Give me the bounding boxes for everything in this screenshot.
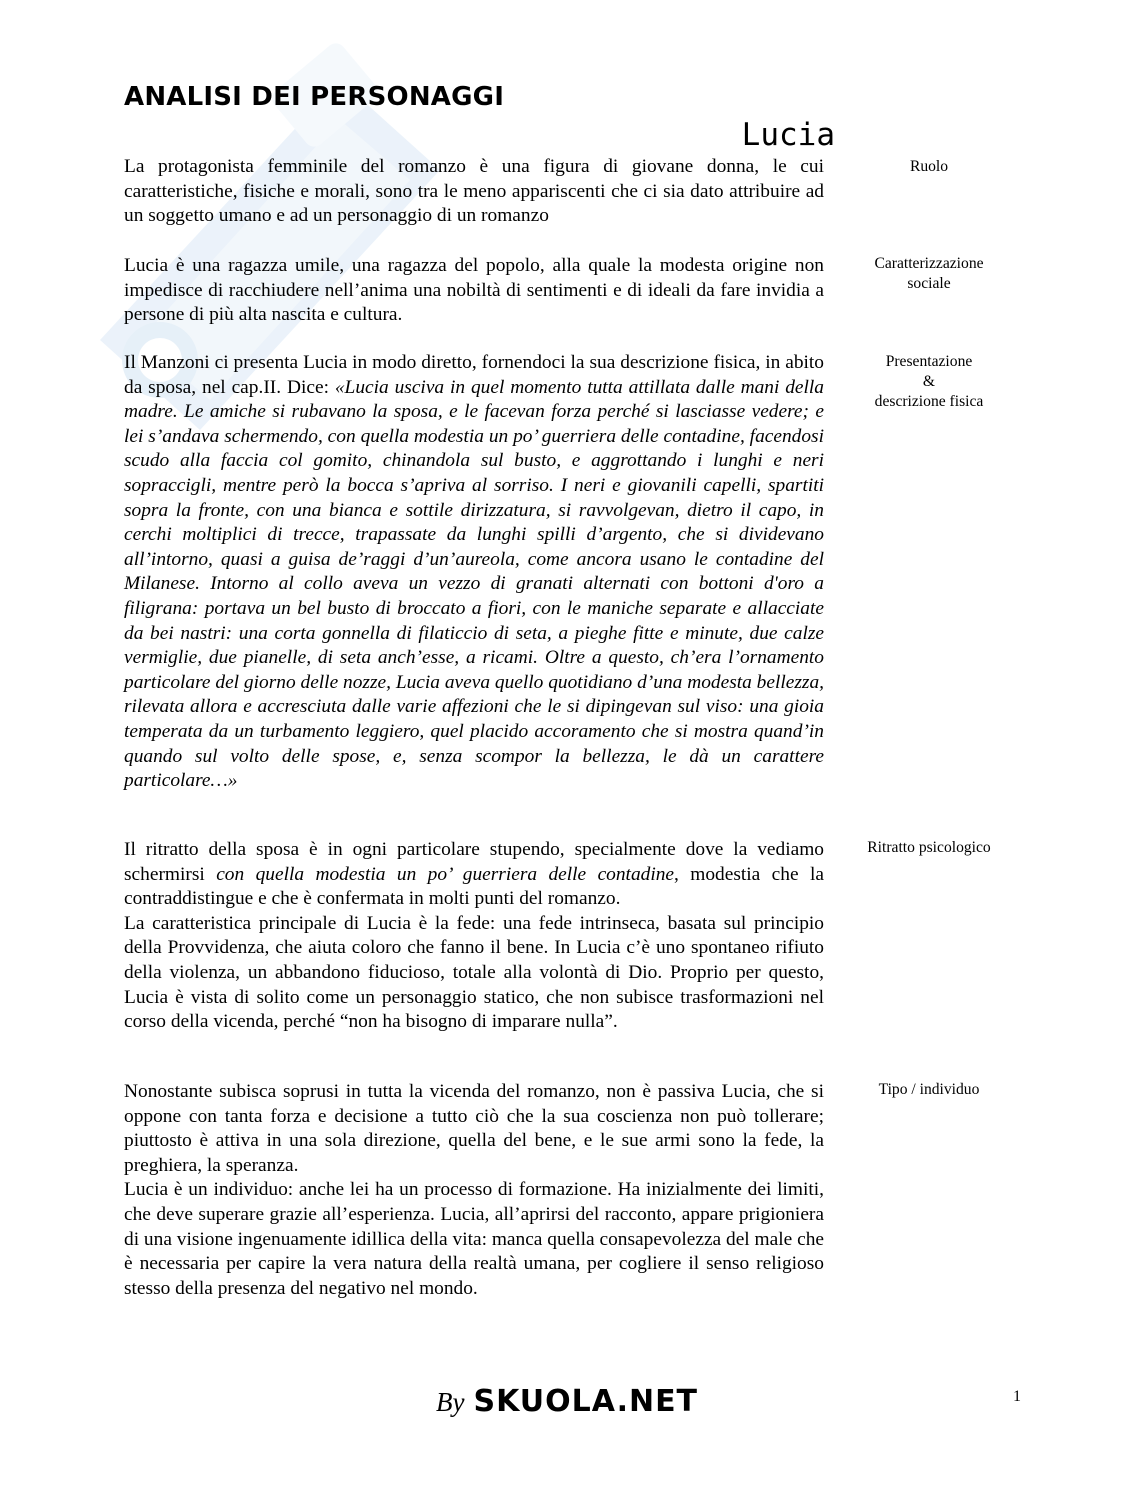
paragraph: Nonostante subisca soprusi in tutta la vicenda del romanzo, non è passiva Lucia, che si oppone con tanta forza e decisione a tutto ciò che la sua coscienza non può tollerare; piuttosto è attiva in una sola direzione, quella del bene, e le sue armi sono la fede, la preghiera, la speranza. (124, 1081, 824, 1176)
skuola-logo: SKUOLA.NET (473, 1384, 699, 1419)
sidenote-tipo-individuo: Tipo / individuo (878, 1081, 980, 1098)
section-ruolo (124, 155, 824, 229)
paragraph: Il ritratto della sposa è in ogni particolare stupendo, specialmente dove la vediamo schermirsi con quella modestia un po’ guerriera delle contadine, modestia che la contraddistingue e che è confermata in molti punti del romanzo. (124, 839, 824, 910)
section-caratterizzazione (124, 254, 824, 328)
paragraph: La caratteristica principale di Lucia è la fede: una fede intrinseca, basata sul principio della Provvidenza, che aiuta coloro che fanno il bene. In Lucia c’è uno spontaneo rifiuto della violenza, un abbandono fiducioso, totale alla volontà di Dio. Proprio per questo, Lucia è vista di solito come un personaggio statico, che non subisce trasformazioni nel corso della vicenda, perché “non ha bisogno di imparare nulla”. (124, 912, 824, 1033)
manzoni-quote: «Lucia usciva in quel momento tutta attillata dalle mani della madre. Le amiche si rubavano la sposa, e le facevan forza perché si lasciasse vedere; e lei s’andava schermendo, con quella modestia un po’ guerriera delle contadine, facendosi scudo alla faccia col gomito, chinandola sul busto, e aggrottando i lunghi e neri sopraccigli, mentre però la bocca s’apriva al sorriso. I neri e giovanili capelli, spartiti sopra la fronte, con una bianca e sottile dirizzatura, si ravvolgevan, dietro il capo, in cerchi moltiplici di trecce, trapassate da lunghi spilli d’argento, che si dividevano all’intorno, quasi a guisa de’raggi d’un’aureola, come ancora usano le contadine del Milanese. Intorno al collo aveva un vezzo di granati alternati con bottoni d'oro a filigrana: portava un bel busto di broccato a fiori, con le maniche separate e allacciate da bei nastri: una corta gonnella di filaticcio di seta, a pieghe fitte e minute, due calze vermiglie, due pianelle, di seta anch’esse, a ricami. Oltre a questo, ch’era l’ornamento particolare del giorno delle nozze, Lucia aveva quello quotidiano d’una modesta bellezza, rilevata allora e accresciuta dalle varie affezioni che le si dipingevan sul viso: una gioia temperata da un turbamento leggiero, quel placido accoramento che si mostra quand’in quando sul volto delle spose, e, senza scompor la bellezza, le dà un carattere particolare…» (124, 376, 824, 792)
sidenote-ritratto: Ritratto psicologico (867, 839, 991, 856)
section-presentazione (124, 351, 824, 794)
paragraph: Lucia è un individuo: anche lei ha un processo di formazione. Ha inizialmente dei limiti, che deve superare grazie all’esperienza. Lucia, all’aprirsi del racconto, appare prigioniera di una visione ingenuamente idillica della vita: manca quella consapevolezza del male che è necessaria per capire la vera natura della realtà umana, per cogliere il senso religioso stesso della presenza del negativo nel mondo. (124, 1179, 824, 1299)
footer-credit (436, 1384, 698, 1419)
paragraph: La protagonista femminile del romanzo è una figura di giovane donna, le cui caratteristiche, fisiche e morali, sono tra le meno appariscenti che ci sia dato attribuire ad un soggetto umano e ad un personaggio di un romanzo (124, 156, 824, 227)
page-number: 1 (1013, 1388, 1021, 1405)
section-tipo-individuo (124, 1080, 824, 1301)
character-name: Lucia (741, 117, 835, 153)
paragraph: Lucia è una ragazza umile, una ragazza del popolo, alla quale la modesta origine non impedisce di racchiudere nell’anima una nobiltà di sentimenti e di ideali da fare invidia a persone di più alta nascita e cultura. (124, 255, 824, 326)
sidenote-presentazione: Presentazione & descrizione fisica (874, 353, 984, 410)
paragraph: Il Manzoni ci presenta Lucia in modo diretto, fornendoci la sua descrizione fisica, in abito da sposa, nel cap.II. Dice: «Lucia usciva in quel momento tutta attillata dalle mani della madre. Le amiche si rubavano la sposa, e le facevan forza perché si lasciasse vedere; e lei s’andava schermendo, con quella modestia un po’ guerriera delle contadine, facendosi scudo alla faccia col gomito, chinandola sul busto, e aggrottando i lunghi e neri sopraccigli, mentre però la bocca s’apriva al sorriso. I neri e giovanili capelli, spartiti sopra la fronte, con una bianca e sottile dirizzatura, si ravvolgevan, dietro il capo, in cerchi moltiplici di trecce, trapassate da lunghi spilli d’argento, che si dividevano all’intorno, quasi a guisa de’raggi d’un’aureola, come ancora usano le contadine del Milanese. Intorno al collo aveva un vezzo di granati alternati con bottoni d'oro a filigrana: portava un bel busto di broccato a fiori, con le maniche separate e allacciate da bei nastri: una corta gonnella di filaticcio di seta, a pieghe fitte e minute, due calze vermiglie, due pianelle, di seta anch’esse, a ricami. Oltre a questo, ch’era l’ornamento particolare del giorno delle nozze, Lucia aveva quello quotidiano d’una modesta bellezza, rilevata allora e accresciuta dalle varie affezioni che le si dipingevan sul viso: una gioia temperata da un turbamento leggiero, quel placido accoramento che si mostra quand’in quando sul volto delle spose, e, senza scompor la bellezza, le dà un carattere particolare…» (124, 352, 824, 792)
section-ritratto (124, 838, 824, 1035)
footer-by: By (436, 1387, 465, 1417)
sidenote-caratterizzazione: Caratterizzazione sociale (874, 255, 984, 292)
sidenote-ruolo: Ruolo (909, 158, 949, 175)
page-title: ANALISI DEI PERSONAGGI (124, 82, 505, 112)
